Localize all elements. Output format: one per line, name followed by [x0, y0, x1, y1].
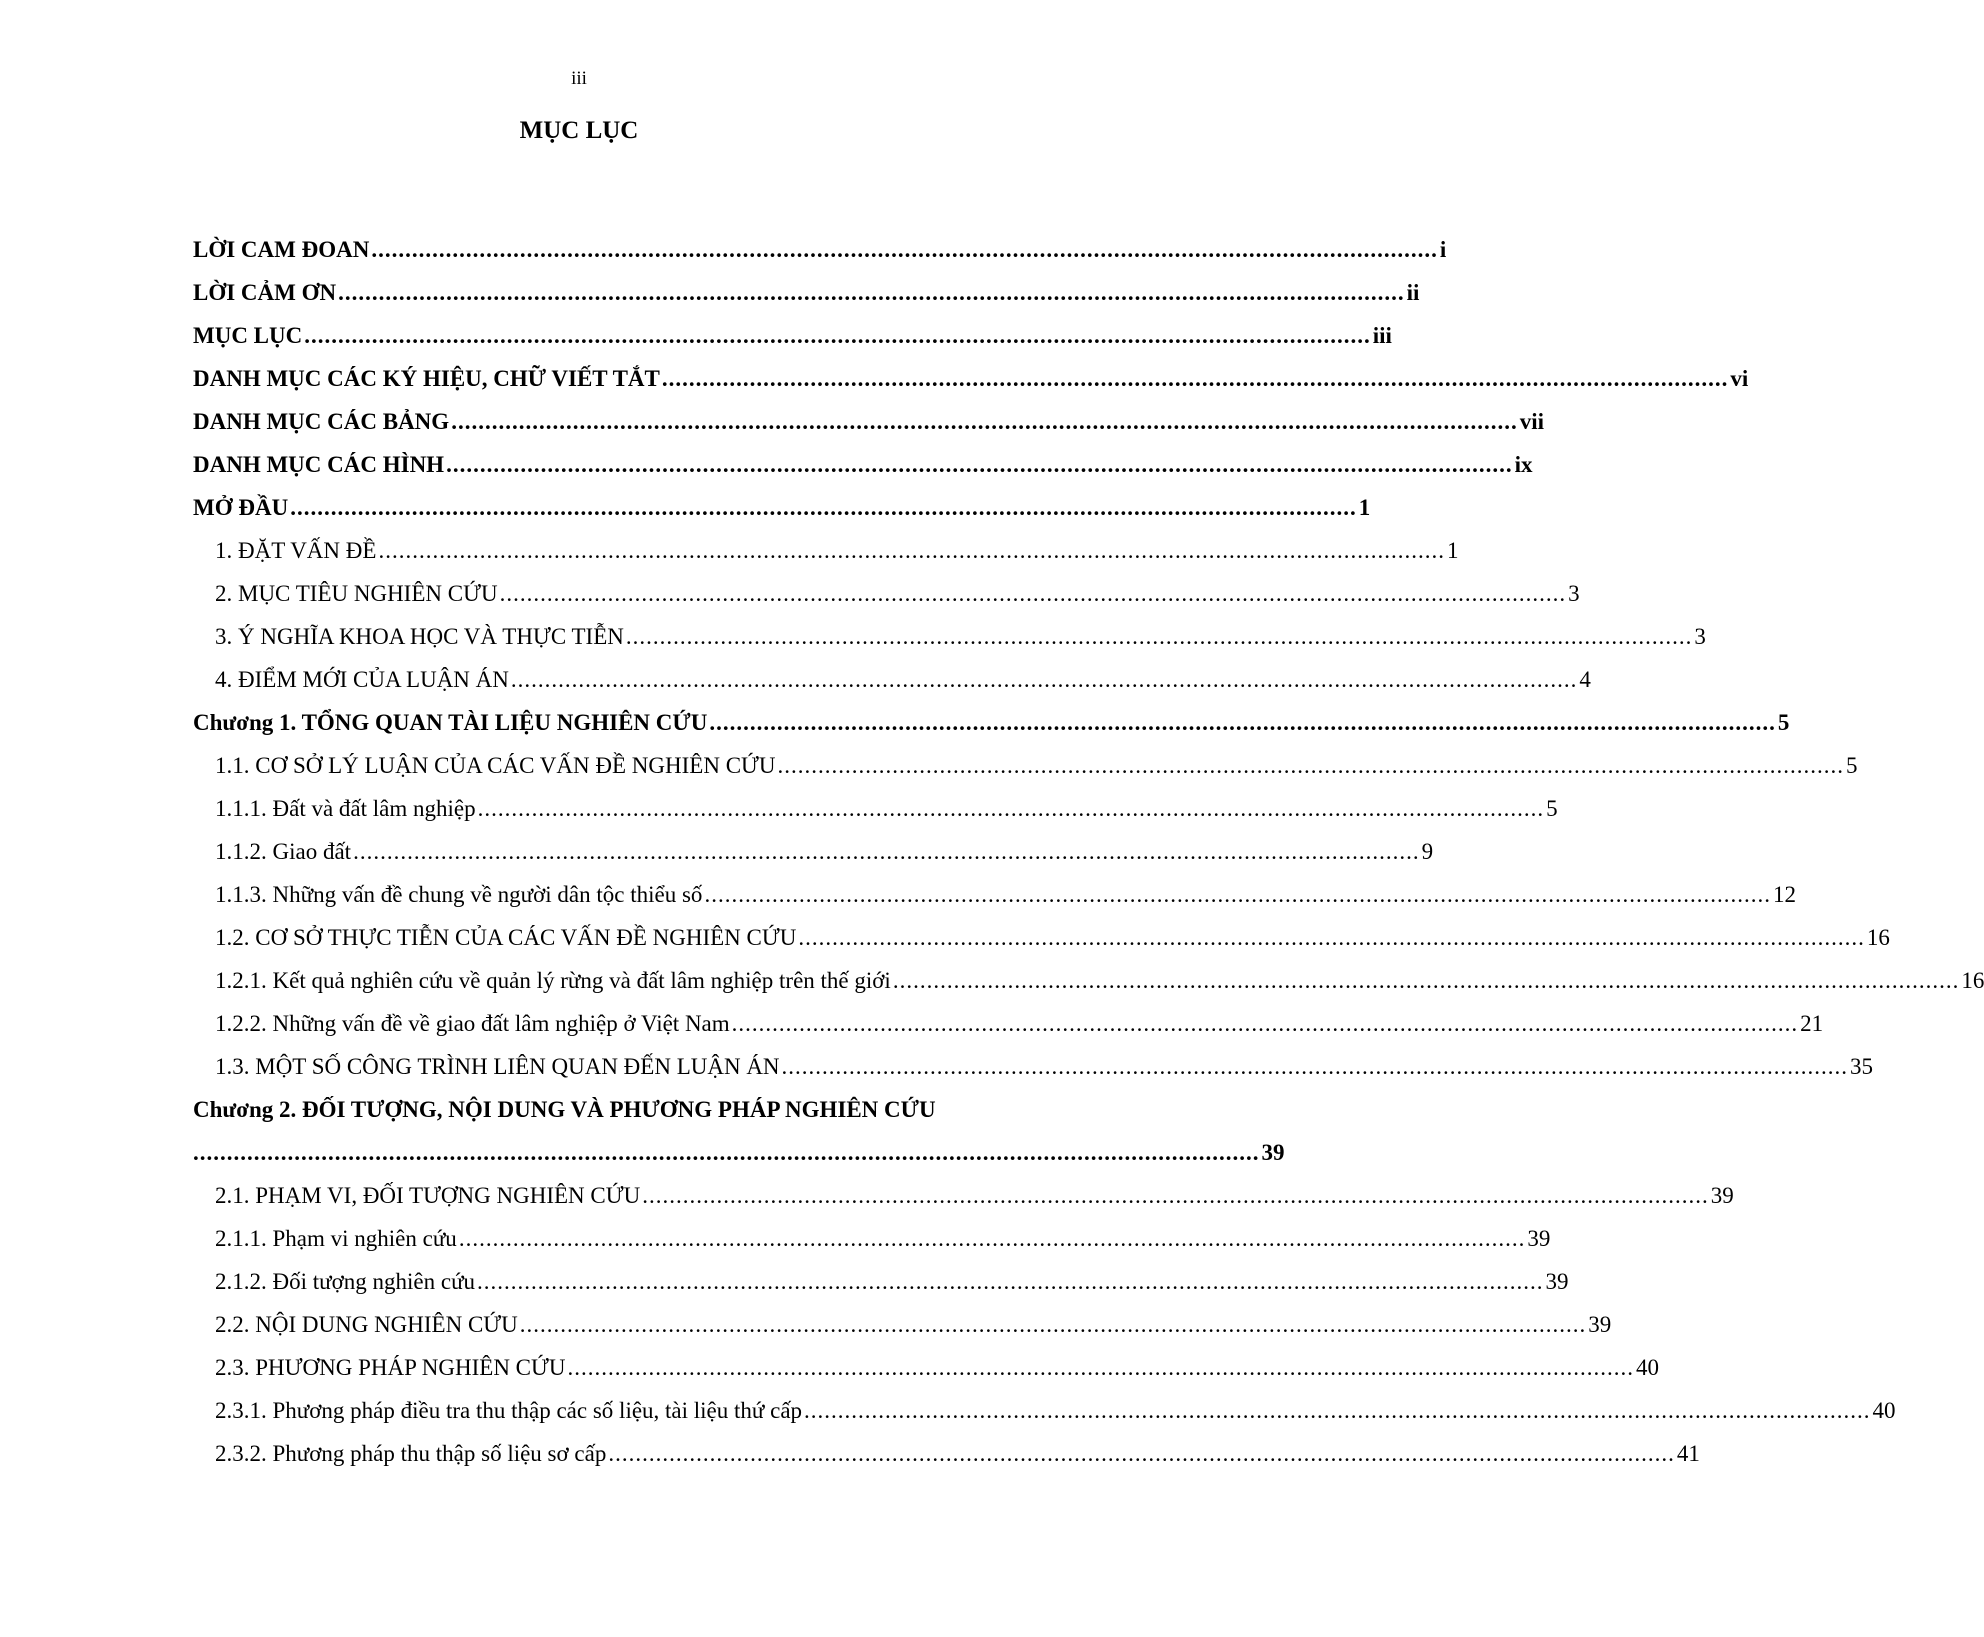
- toc-entry[interactable]: 1.1.2. Giao đất .............................................................................................................................................................. 9: [215, 839, 1434, 864]
- page-title: MỤC LỤC: [519, 117, 639, 144]
- toc-entry[interactable]: 2. MỤC TIÊU NGHIÊN CỨU .............................................................................................................................................................. 3: [215, 581, 1580, 606]
- toc-entry[interactable]: MỞ ĐẦU .............................................................................................................................................................. 1: [193, 495, 1371, 520]
- table-of-contents: [193, 228, 1984, 1475]
- toc-entry[interactable]: DANH MỤC CÁC KÝ HIỆU, CHỮ VIẾT TẮT .............................................................................................................................................................. vi: [193, 366, 1749, 391]
- toc-entry[interactable]: 2.1.2. Đối tượng nghiên cứu .............................................................................................................................................................. 39: [215, 1269, 1569, 1294]
- toc-entry[interactable]: 1.1.1. Đất và đất lâm nghiệp .............................................................................................................................................................. 5: [215, 796, 1558, 821]
- page-number: iii: [571, 68, 587, 89]
- toc-entry[interactable]: 1.1. CƠ SỞ LÝ LUẬN CỦA CÁC VẤN ĐỀ NGHIÊN CỨU .............................................................................................................................................................. 5: [215, 753, 1858, 778]
- toc-entry[interactable]: 1.2.1. Kết quả nghiên cứu về quản lý rừng và đất lâm nghiệp trên thế giới .............................................................................................................................................................. 16: [215, 968, 1984, 993]
- toc-entry[interactable]: 2.3.2. Phương pháp thu thập số liệu sơ cấp .............................................................................................................................................................. 41: [215, 1441, 1700, 1466]
- toc-entry[interactable]: 1.1.3. Những vấn đề chung về người dân tộc thiểu số .............................................................................................................................................................. 12: [215, 882, 1796, 907]
- toc-entry[interactable]: 1.3. MỘT SỐ CÔNG TRÌNH LIÊN QUAN ĐẾN LUẬN ÁN .............................................................................................................................................................. 35: [215, 1054, 1874, 1079]
- toc-entry[interactable]: 3. Ý NGHĨA KHOA HỌC VÀ THỰC TIỄN .............................................................................................................................................................. 3: [215, 624, 1706, 649]
- toc-entry[interactable]: DANH MỤC CÁC HÌNH .............................................................................................................................................................. ix: [193, 452, 1533, 477]
- toc-entry[interactable]: 2.3.1. Phương pháp điều tra thu thập các số liệu, tài liệu thứ cấp .............................................................................................................................................................. 40: [215, 1398, 1896, 1423]
- toc-entry[interactable]: LỜI CAM ĐOAN .............................................................................................................................................................. i: [193, 237, 1447, 262]
- toc-entry[interactable]: 2.3. PHƯƠNG PHÁP NGHIÊN CỨU .............................................................................................................................................................. 40: [215, 1355, 1659, 1380]
- toc-entry[interactable]: 1.2.2. Những vấn đề về giao đất lâm nghiệp ở Việt Nam .............................................................................................................................................................. 21: [215, 1011, 1824, 1036]
- toc-entry[interactable]: 2.1.1. Phạm vi nghiên cứu .............................................................................................................................................................. 39: [215, 1226, 1551, 1251]
- toc-entry[interactable]: 4. ĐIỂM MỚI CỦA LUẬN ÁN .............................................................................................................................................................. 4: [215, 667, 1591, 692]
- toc-entry-chapter-2[interactable]: Chương 2. ĐỐI TƯỢNG, NỘI DUNG VÀ PHƯƠNG PHÁP NGHIÊN CỨU .............................................................................................................................................................. 39: [193, 1097, 1285, 1165]
- toc-entry[interactable]: 1. ĐẶT VẤN ĐỀ .............................................................................................................................................................. 1: [215, 538, 1459, 563]
- toc-entry[interactable]: 2.1. PHẠM VI, ĐỐI TƯỢNG NGHIÊN CỨU .............................................................................................................................................................. 39: [215, 1183, 1734, 1208]
- toc-entry-chapter-1[interactable]: Chương 1. TỔNG QUAN TÀI LIỆU NGHIÊN CỨU .............................................................................................................................................................. 5: [193, 710, 1790, 735]
- toc-entry[interactable]: LỜI CẢM ƠN .............................................................................................................................................................. ii: [193, 280, 1420, 305]
- toc-entry[interactable]: DANH MỤC CÁC BẢNG .............................................................................................................................................................. vii: [193, 409, 1544, 434]
- toc-entry[interactable]: 2.2. NỘI DUNG NGHIÊN CỨU .............................................................................................................................................................. 39: [215, 1312, 1612, 1337]
- toc-entry[interactable]: 1.2. CƠ SỞ THỰC TIỄN CỦA CÁC VẤN ĐỀ NGHIÊN CỨU .............................................................................................................................................................. 16: [215, 925, 1890, 950]
- toc-entry[interactable]: MỤC LỤC .............................................................................................................................................................. iii: [193, 323, 1392, 348]
